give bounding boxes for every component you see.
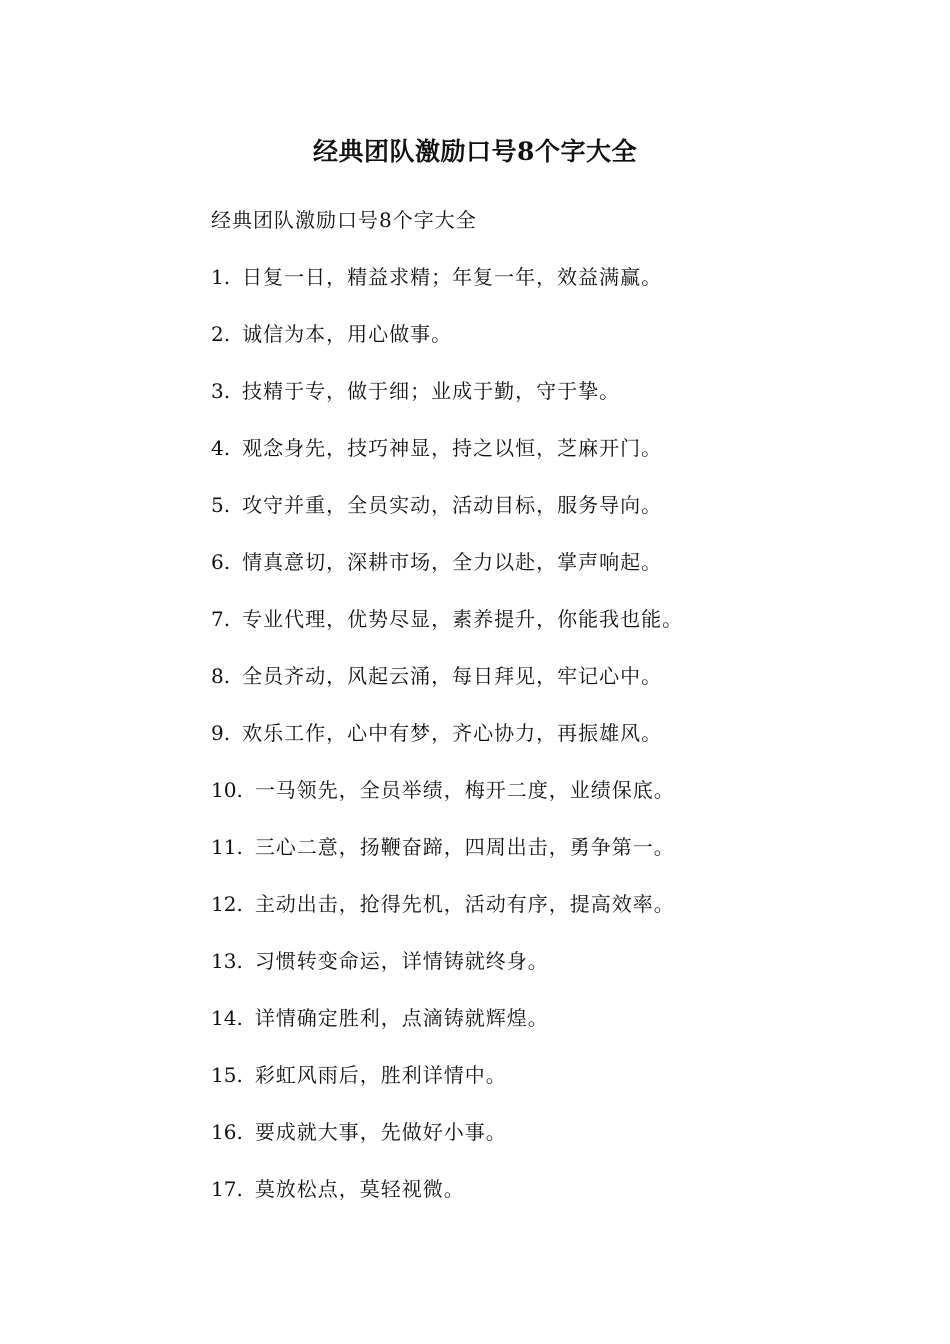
list-item <box>211 432 851 464</box>
item-number: 5. <box>211 493 231 517</box>
item-number: 7. <box>211 607 231 631</box>
list-item <box>211 261 851 293</box>
item-number: 11. <box>211 835 243 859</box>
item-number: 16. <box>211 1120 243 1144</box>
list-item <box>211 375 851 407</box>
document-body <box>211 204 851 1230</box>
item-text: 三心二意，扬鞭奋蹄，四周出击，勇争第一。 <box>254 835 675 859</box>
item-text: 专业代理，优势尽显，素养提升，你能我也能。 <box>242 607 684 631</box>
item-number: 10. <box>211 778 243 802</box>
list-item <box>211 945 851 977</box>
list-item <box>211 831 851 863</box>
list-item <box>211 1116 851 1148</box>
list-item <box>211 1173 851 1205</box>
item-text: 一马领先，全员举绩，梅开二度，业绩保底。 <box>254 778 675 802</box>
item-number: 6. <box>211 550 231 574</box>
item-number: 4. <box>211 436 231 460</box>
item-number: 14. <box>211 1006 243 1030</box>
item-number: 1. <box>211 265 231 289</box>
item-text: 技精于专，做于细；业成于勤，守于挚。 <box>242 379 621 403</box>
item-text: 诚信为本，用心做事。 <box>242 322 453 346</box>
list-item <box>211 1059 851 1091</box>
item-text: 日复一日，精益求精；年复一年，效益满赢。 <box>242 265 663 289</box>
list-item <box>211 546 851 578</box>
item-number: 17. <box>211 1177 243 1201</box>
item-number: 9. <box>211 721 231 745</box>
item-text: 详情确定胜利，点滴铸就辉煌。 <box>254 1006 549 1030</box>
item-number: 15. <box>211 1063 243 1087</box>
item-number: 3. <box>211 379 231 403</box>
item-text: 情真意切，深耕市场，全力以赴，掌声响起。 <box>242 550 663 574</box>
list-item <box>211 774 851 806</box>
item-number: 2. <box>211 322 231 346</box>
document-title: 经典团队激励口号8个字大全 <box>313 137 637 166</box>
item-number: 13. <box>211 949 243 973</box>
item-number: 12. <box>211 892 243 916</box>
list-item <box>211 489 851 521</box>
item-text: 主动出击，抢得先机，活动有序，提高效率。 <box>254 892 675 916</box>
item-text: 彩虹风雨后，胜利详情中。 <box>254 1063 507 1087</box>
item-text: 习惯转变命运，详情铸就终身。 <box>254 949 549 973</box>
item-text: 全员齐动，风起云涌，每日拜见，牢记心中。 <box>242 664 663 688</box>
list-item <box>211 888 851 920</box>
list-item <box>211 717 851 749</box>
document-subtitle: 经典团队激励口号8个字大全 <box>211 208 477 232</box>
item-text: 攻守并重，全员实动，活动目标，服务导向。 <box>242 493 663 517</box>
item-number: 8. <box>211 664 231 688</box>
list-item <box>211 318 851 350</box>
item-text: 欢乐工作，心中有梦，齐心协力，再振雄风。 <box>242 721 663 745</box>
list-item <box>211 660 851 692</box>
list-item <box>211 603 851 635</box>
item-text: 要成就大事，先做好小事。 <box>254 1120 507 1144</box>
item-text: 莫放松点，莫轻视微。 <box>254 1177 465 1201</box>
item-text: 观念身先，技巧神显，持之以恒，芝麻开门。 <box>242 436 663 460</box>
list-item <box>211 1002 851 1034</box>
